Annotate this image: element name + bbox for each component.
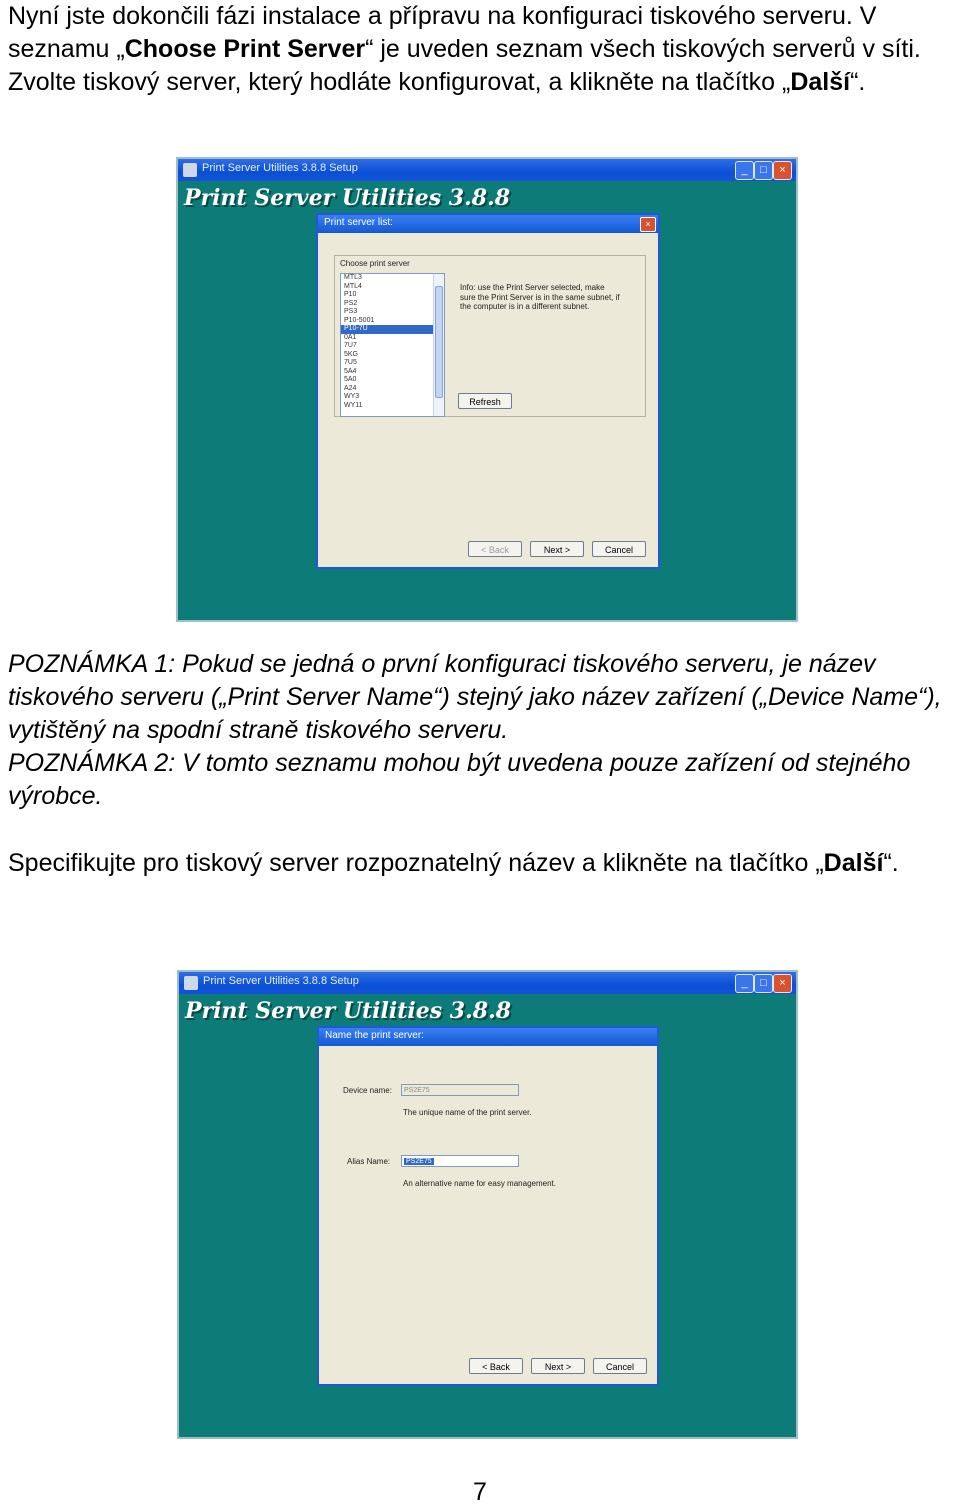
window-title: Print Server Utilities 3.8.8 Setup (203, 975, 359, 987)
list-item[interactable]: PS3 (344, 308, 358, 315)
device-name-hint: The unique name of the print server. (403, 1108, 532, 1117)
next-button[interactable]: Next > (531, 1358, 585, 1374)
list-item[interactable]: 0A1 (344, 333, 357, 341)
dialog-close-icon[interactable]: × (640, 217, 656, 232)
alias-name-value: PS2E75 (406, 1158, 432, 1165)
list-item[interactable]: P10-7U (341, 325, 444, 334)
dialog-title: Print server list: (324, 217, 393, 228)
list-item[interactable]: A24 (344, 384, 357, 392)
list-item[interactable]: WY11 (344, 401, 363, 409)
choose-print-server-label: Choose Print Server (124, 35, 366, 63)
app-title: Print Server Utilities 3.8.8 (184, 185, 511, 211)
minimize-icon[interactable]: _ (735, 974, 754, 993)
list-item[interactable]: 5A0 (344, 376, 357, 383)
close-icon[interactable]: × (773, 974, 792, 993)
alias-name-field[interactable] (401, 1155, 519, 1167)
dalsi-label-1: Další (790, 68, 851, 96)
close-icon[interactable]: × (773, 161, 792, 180)
info-text: Info: use the Print Server selected, make sure the Print Server is in the same subnet, if the computer is in a different subnet. (460, 283, 620, 311)
group-label: Choose print server (340, 259, 410, 268)
app-title: Print Server Utilities 3.8.8 (185, 998, 512, 1024)
minimize-icon[interactable]: _ (735, 161, 754, 180)
name-print-server-dialog (317, 1026, 659, 1386)
window-title: Print Server Utilities 3.8.8 Setup (202, 162, 358, 174)
device-name-field: PS2E75 (401, 1084, 519, 1096)
second-text-1: Specifikujte pro tiskový server rozpoznatelný název a klikněte na tlačítko „ (8, 849, 824, 877)
list-item[interactable]: PS2 (344, 299, 358, 307)
window-titlebar (178, 159, 796, 181)
list-item[interactable]: 5A4 (344, 367, 357, 375)
list-item[interactable]: 7U5 (344, 359, 357, 366)
back-button[interactable]: < Back (469, 1358, 523, 1374)
back-button[interactable]: < Back (468, 541, 522, 557)
server-listbox[interactable] (340, 273, 445, 417)
intro-text-2: “ je uveden seznam všech tiskových serverů v síti. Zvolte tiskový server, který hodláte konfigurovat, a klikněte na tlačítko „ (8, 35, 921, 96)
list-item[interactable]: P10-5001 (344, 316, 375, 324)
maximize-icon[interactable]: □ (754, 974, 773, 993)
list-item[interactable]: WY3 (344, 393, 360, 400)
list-item[interactable]: 7U7 (344, 342, 357, 349)
list-item[interactable]: MTL3 (344, 274, 362, 281)
note-2: POZNÁMKA 2: V tomto seznamu mohou být uvedena pouze zařízení od stejného výrobce. (8, 749, 911, 810)
intro-text-1: Nyní jste dokončili fázi instalace a přípravu na konfiguraci tiskového serveru. V seznamu „ (8, 2, 877, 63)
screenshot-print-server-list (176, 157, 798, 622)
window-titlebar (179, 972, 796, 994)
refresh-button[interactable]: Refresh (458, 393, 512, 409)
second-paragraph (8, 847, 956, 880)
maximize-icon[interactable]: □ (754, 161, 773, 180)
alias-name-hint: An alternative name for easy management. (403, 1179, 556, 1188)
dialog-titlebar (319, 1028, 657, 1046)
listbox-scrollbar[interactable] (433, 274, 444, 416)
cancel-button[interactable]: Cancel (593, 1358, 647, 1374)
alias-name-label: Alias Name: (347, 1157, 391, 1166)
intro-text-3: “. (850, 68, 866, 96)
app-icon (183, 163, 197, 177)
list-item[interactable]: MTL4 (344, 282, 362, 290)
intro-paragraph (8, 0, 956, 99)
next-button[interactable]: Next > (530, 541, 584, 557)
print-server-list-dialog (316, 213, 660, 569)
screenshot-name-print-server (177, 970, 798, 1439)
app-icon (184, 976, 198, 990)
device-name-label: Device name: (343, 1086, 392, 1095)
page-number: 7 (473, 1478, 487, 1506)
dialog-title: Name the print server: (325, 1030, 424, 1041)
list-item[interactable]: P10 (344, 291, 357, 298)
second-text-2: “. (883, 849, 899, 877)
note-1: POZNÁMKA 1: Pokud se jedná o první konfiguraci tiskového serveru, je název tiskového serveru („Print Server Name“) stejný jako název zařízení („Device Name“), vytištěný na spodní straně tiskového serveru. (8, 650, 942, 744)
dalsi-label-2: Další (823, 849, 884, 877)
cancel-button[interactable]: Cancel (592, 541, 646, 557)
scrollbar-thumb[interactable] (435, 286, 443, 398)
list-item[interactable]: 5KG (344, 350, 359, 358)
dialog-titlebar (318, 215, 658, 233)
